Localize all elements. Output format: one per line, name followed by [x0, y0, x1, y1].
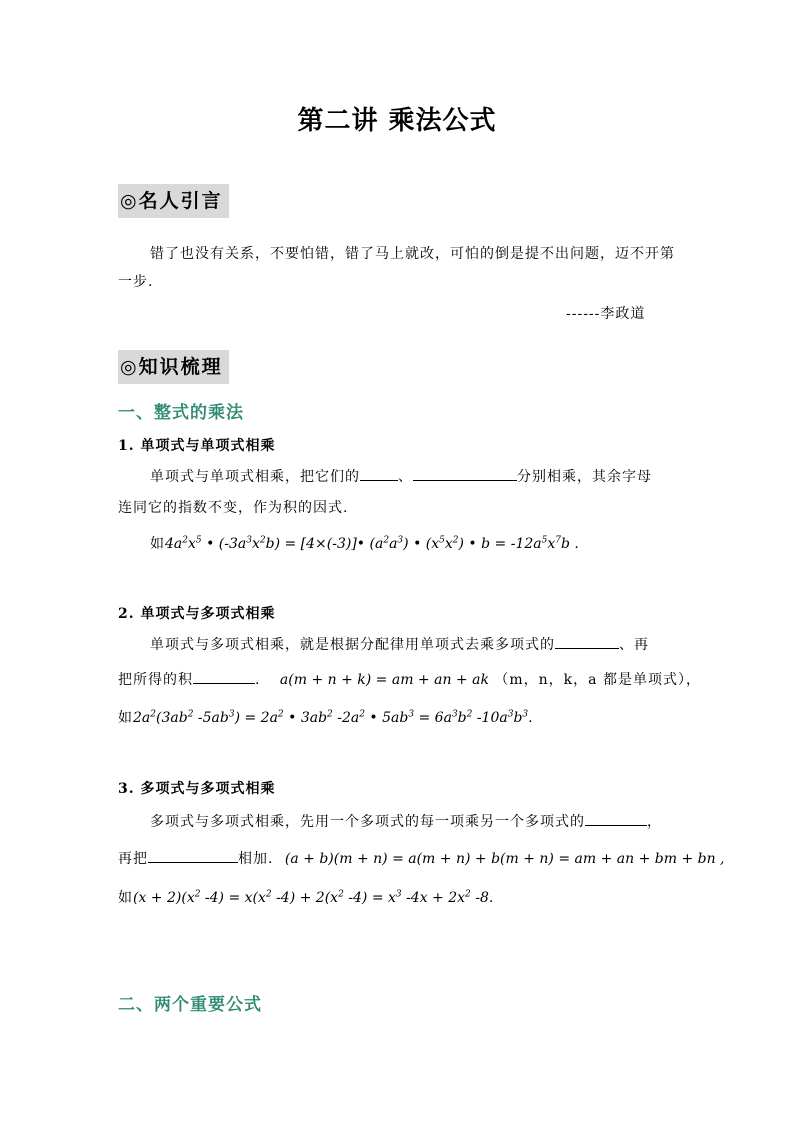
- fill-blank[interactable]: [148, 848, 238, 863]
- example-prefix: 如: [118, 710, 133, 726]
- s3-text-b: ，: [647, 814, 662, 830]
- formula: (a + b)(m + n) = a(m + n) + b(m + n) = am + an + bm + bn ,: [284, 851, 725, 867]
- s2-paragraph-line1: [150, 634, 649, 654]
- fill-blank[interactable]: [555, 634, 619, 649]
- s3-text-a: 多项式与多项式相乘，先用一个多项式的每一项乘另一个多项式的: [150, 814, 585, 830]
- s2-text-a: 单项式与多项式相乘，就是根据分配律用单项式去乘多项式的: [150, 637, 555, 653]
- s3-paragraph-line1: [150, 811, 662, 831]
- s1-paragraph-line2: 连同它的指数不变，作为积的因式.: [118, 500, 349, 516]
- fill-blank[interactable]: [193, 669, 255, 684]
- section-heading-2: 二、两个重要公式: [118, 995, 262, 1015]
- formula: $2a^2(3ab^2$ $-5ab^3) = 2a^2$ • $3ab^2$ $-2a^2$ • $5ab^3 = 6a^3b^2$ $-10a^3b^3$.: [133, 709, 533, 726]
- s2-text-b: 、再: [619, 637, 649, 653]
- quote-text: 错了也没有关系，不要怕错，错了马上就改，可怕的倒是提不出问题，迈不开第一步.: [118, 246, 675, 290]
- s1-text-b: 、: [398, 469, 413, 485]
- s3-example: [118, 887, 493, 907]
- s2-text-d: .: [255, 672, 261, 688]
- subsection-heading-2: 2. 单项式与多项式相乘: [118, 606, 276, 622]
- s3-paragraph-line2: [118, 848, 725, 868]
- fill-blank[interactable]: [413, 466, 517, 481]
- s2-paragraph-line2: [118, 669, 701, 689]
- section-heading-1: 一、整式的乘法: [118, 403, 244, 423]
- formula: a(m + n + k) = am + an + ak: [279, 672, 489, 688]
- subsection-heading-3: 3. 多项式与多项式相乘: [118, 781, 276, 797]
- s1-text-a: 单项式与单项式相乘，把它们的: [150, 469, 360, 485]
- example-prefix: 如: [118, 890, 133, 906]
- formula: $4a^2x^5$ • $(-3a^3x^2b)$ = [4×(-3)]• $(a^2a^3)$ • $(x^5x^2)$ • $b = -12a^5x^7b$ .: [165, 535, 579, 552]
- page-title: 第二讲 乘法公式: [297, 106, 497, 136]
- fill-blank[interactable]: [585, 811, 647, 826]
- s1-paragraph-line1: [150, 466, 652, 486]
- knowledge-box-heading: ◎知识梳理: [118, 350, 229, 384]
- s2-example: [118, 707, 533, 727]
- s1-example: [150, 533, 579, 553]
- formula: $(x + 2)(x^2$ $-4) = x(x^2$ $-4) + 2(x^2$ $-4) = x^3$ $-4x + 2x^2$ -8.: [133, 889, 494, 906]
- quote-box-heading: ◎名人引言: [118, 184, 229, 218]
- example-prefix: 如: [150, 536, 165, 552]
- fill-blank[interactable]: [360, 466, 398, 481]
- s2-text-e: （m，n，k，a 都是单项式），: [494, 672, 701, 688]
- s3-text-c: 再把: [118, 851, 148, 867]
- quote-author: ------李政道: [566, 306, 646, 322]
- s1-text-c: 分别相乘，其余字母: [517, 469, 652, 485]
- s2-text-c: 把所得的积: [118, 672, 193, 688]
- subsection-heading-1: 1. 单项式与单项式相乘: [118, 438, 276, 454]
- s3-text-d: 相加.: [238, 851, 274, 867]
